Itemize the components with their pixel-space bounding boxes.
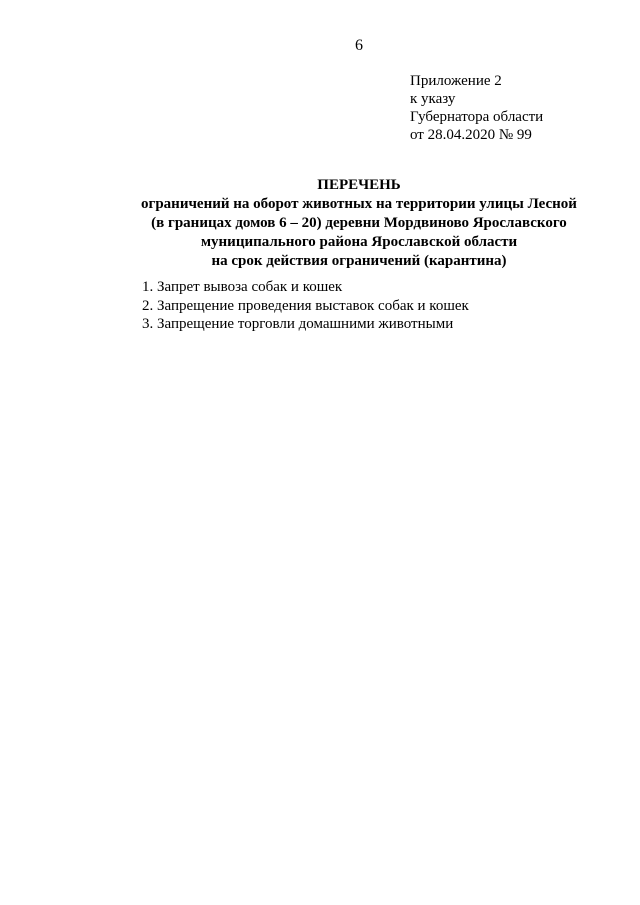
list-item: 3. Запрещение торговли домашними животными [142,316,454,332]
document-title [0,176,640,271]
title-heading: ПЕРЕЧЕНЬ [317,177,401,193]
restrictions-list [142,278,469,334]
page-number: 6 [355,37,363,54]
list-item: 1. Запрет вывоза собак и кошек [142,279,343,295]
decree-reference: к указу [410,91,456,107]
appendix-reference [410,72,543,144]
decree-date-number: от 28.04.2020 № 99 [410,127,532,143]
title-line: на срок действия ограничений (карантина) [211,253,507,269]
list-item: 2. Запрещение проведения выставок собак и кошек [142,297,469,314]
issuer: Губернатора области [410,109,544,125]
appendix-label: Приложение 2 [410,73,502,89]
title-line: муниципального района Ярославской области [200,234,518,250]
title-line: (в границах домов 6 – 20) деревни Мордвиново Ярославского [151,215,567,231]
title-line: ограничений на оборот животных на территории улицы Лесной [141,196,577,212]
